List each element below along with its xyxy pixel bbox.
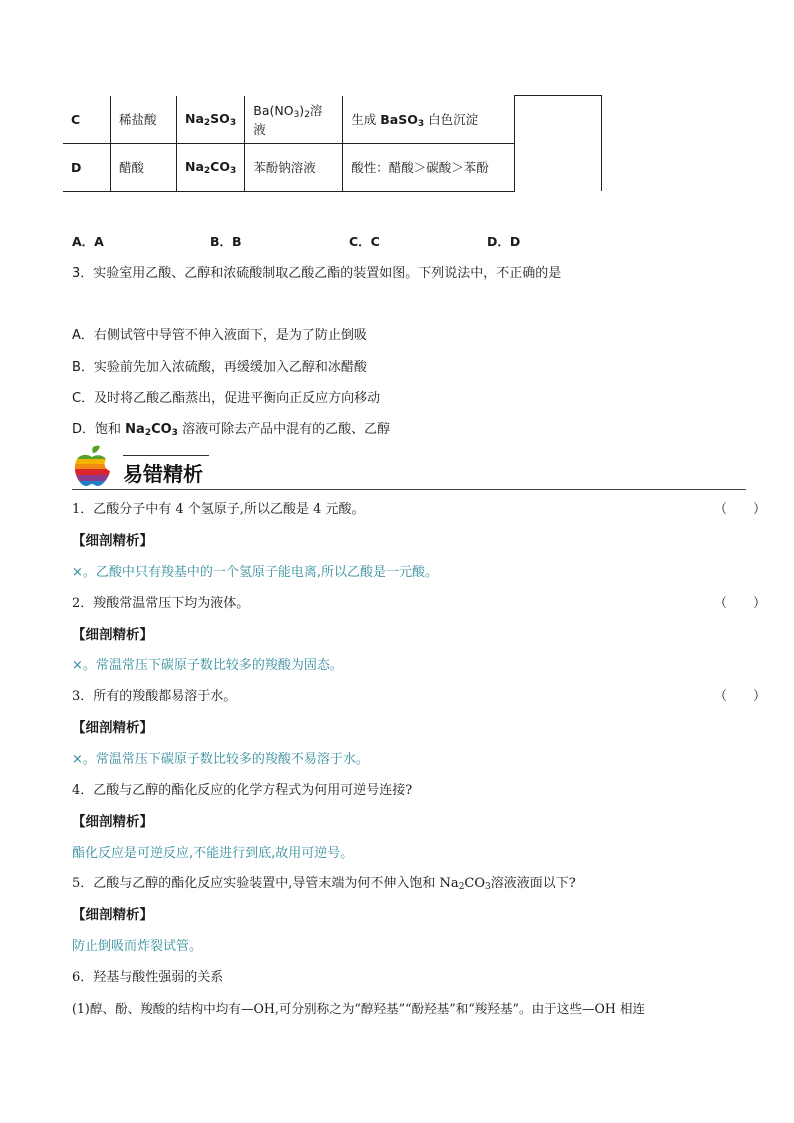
reagent1-cell: 醋酸: [111, 143, 177, 191]
section-title-overline: [123, 455, 209, 456]
table-row: [63, 96, 602, 144]
choice-b: B．B: [210, 234, 242, 249]
section-title: 易错精析: [123, 462, 203, 486]
reagent-table: [63, 95, 602, 192]
table-row: [63, 143, 602, 191]
reagent2-cell: $Na_2SO_3$: [177, 96, 245, 144]
choice-d: D．D: [487, 234, 521, 249]
item-question: 5．乙酸与乙醇的酯化反应实验装置中,导管末端为何不伸入饱和 $Na_2CO_3$溶液液面以下?: [72, 876, 576, 892]
reagent2-cell: $Na_2CO_3$: [177, 143, 245, 191]
question3-option-c: C．及时将乙酸乙酯蒸出，促进平衡向正反应方向移动: [72, 391, 381, 406]
result-cell: 生成 BaSO$_3$ 白色沉淀: [343, 96, 515, 144]
question3-option-d: D．饱和 $Na_2CO_3$ 溶液可除去产品中混有的乙酸、乙醇: [72, 422, 391, 438]
item-answer: ×。常温常压下碳原子数比较多的羧酸为固态。: [72, 658, 343, 673]
answer-paren: （ ）: [714, 689, 767, 704]
row-key: D: [63, 143, 111, 191]
apple-logo-icon: [72, 445, 112, 487]
reagent1-cell: 稀盐酸: [111, 96, 177, 144]
analysis-label: 【细剖精析】: [72, 814, 153, 830]
analysis-label: 【细剖精析】: [72, 907, 153, 923]
question3-option-b: B．实验前先加入浓硫酸，再缓缓加入乙醇和冰醋酸: [72, 360, 367, 375]
analysis-label: 【细剖精析】: [72, 720, 153, 736]
item-question: 2．羧酸常温常压下均为液体。: [72, 596, 250, 611]
row-key: C: [63, 96, 111, 144]
item-answer: ×。乙酸中只有羧基中的一个氢原子能电离,所以乙酸是一元酸。: [72, 565, 439, 580]
item-answer: 酯化反应是可逆反应,不能进行到底,故用可逆号。: [72, 846, 354, 861]
answer-paren: （ ）: [714, 596, 767, 611]
choice-a: A．A: [72, 234, 104, 249]
question3-stem: 3．实验室用乙酸、乙醇和浓硫酸制取乙酸乙酯的装置如图。下列说法中，不正确的是: [72, 266, 562, 281]
item-question: 3．所有的羧酸都易溶于水。: [72, 689, 237, 704]
item-paragraph: (1)醇、酚、羧酸的结构中均有—OH,可分别称之为“醇羟基”“酚羟基”和“羧羟基”。由于这些—OH 相连: [72, 1001, 646, 1016]
empty-cell: [515, 96, 602, 144]
answer-paren: （ ）: [714, 502, 767, 517]
section-divider: [72, 489, 746, 490]
reagent3-cell: $Ba(NO_3)_2$溶液: [245, 96, 343, 144]
item-question: 6．羟基与酸性强弱的关系: [72, 970, 224, 985]
reagent3-cell: 苯酚钠溶液: [245, 143, 343, 191]
item-question: 4．乙酸与乙醇的酯化反应的化学方程式为何用可逆号连接?: [72, 783, 413, 798]
item-answer: 防止倒吸而炸裂试管。: [72, 939, 203, 954]
item-question: 1．乙酸分子中有 4 个氢原子,所以乙酸是 4 元酸。: [72, 502, 365, 517]
question3-option-a: A．右侧试管中导管不伸入液面下，是为了防止倒吸: [72, 328, 367, 343]
choice-c: C．C: [349, 234, 380, 249]
item-answer: ×。常温常压下碳原子数比较多的羧酸不易溶于水。: [72, 752, 369, 767]
empty-cell: [515, 143, 602, 191]
analysis-label: 【细剖精析】: [72, 533, 153, 549]
analysis-label: 【细剖精析】: [72, 627, 153, 643]
result-cell: 酸性：醋酸＞碳酸＞苯酚: [343, 143, 515, 191]
